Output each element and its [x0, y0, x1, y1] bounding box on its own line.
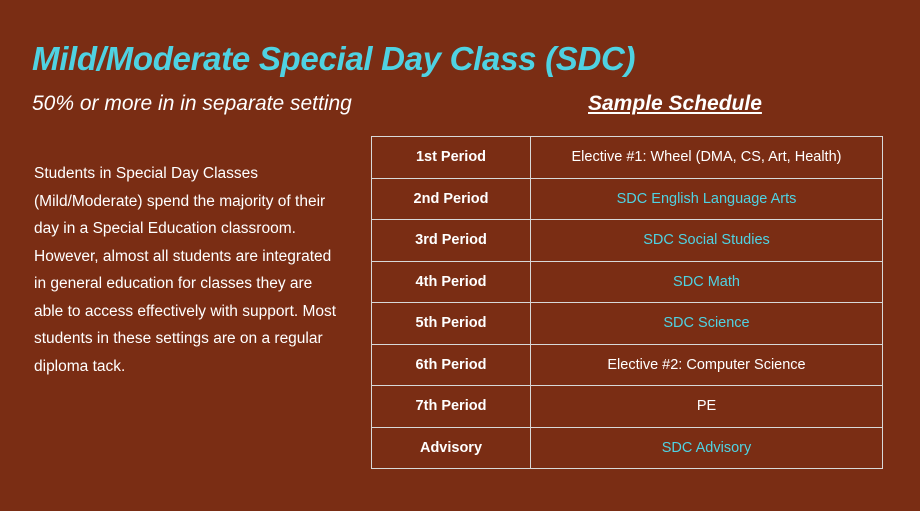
period-cell: 3rd Period — [372, 220, 531, 262]
table-row — [372, 344, 883, 386]
course-cell: Elective #1: Wheel (DMA, CS, Art, Health) — [531, 137, 883, 179]
course-cell: Elective #2: Computer Science — [531, 344, 883, 386]
slide-subtitle: 50% or more in in separate setting — [32, 92, 352, 115]
period-cell: 1st Period — [372, 137, 531, 179]
period-cell: Advisory — [372, 427, 531, 469]
course-cell: SDC Math — [531, 261, 883, 303]
course-cell: SDC Advisory — [531, 427, 883, 469]
period-cell: 6th Period — [372, 344, 531, 386]
course-cell: SDC Social Studies — [531, 220, 883, 262]
schedule-table-container — [371, 136, 883, 469]
period-cell: 2nd Period — [372, 178, 531, 220]
period-cell: 7th Period — [372, 386, 531, 428]
table-row — [372, 261, 883, 303]
table-row — [372, 303, 883, 345]
table-row — [372, 137, 883, 179]
table-row — [372, 178, 883, 220]
schedule-table-body — [372, 137, 883, 469]
period-cell: 5th Period — [372, 303, 531, 345]
table-row — [372, 427, 883, 469]
period-cell: 4th Period — [372, 261, 531, 303]
table-row — [372, 386, 883, 428]
table-row — [372, 220, 883, 262]
course-cell: SDC Science — [531, 303, 883, 345]
slide-title: Mild/Moderate Special Day Class (SDC) — [32, 40, 636, 77]
course-cell: SDC English Language Arts — [531, 178, 883, 220]
course-cell: PE — [531, 386, 883, 428]
schedule-heading: Sample Schedule — [588, 92, 762, 115]
description-paragraph: Students in Special Day Classes (Mild/Moderate) spend the majority of their day in a Special Education classroom. However, almost all students are integrated in general education for classes they are able to access effectively with support. Most students in these settings are on a regular diploma tack. — [34, 165, 337, 376]
schedule-table — [371, 136, 883, 469]
